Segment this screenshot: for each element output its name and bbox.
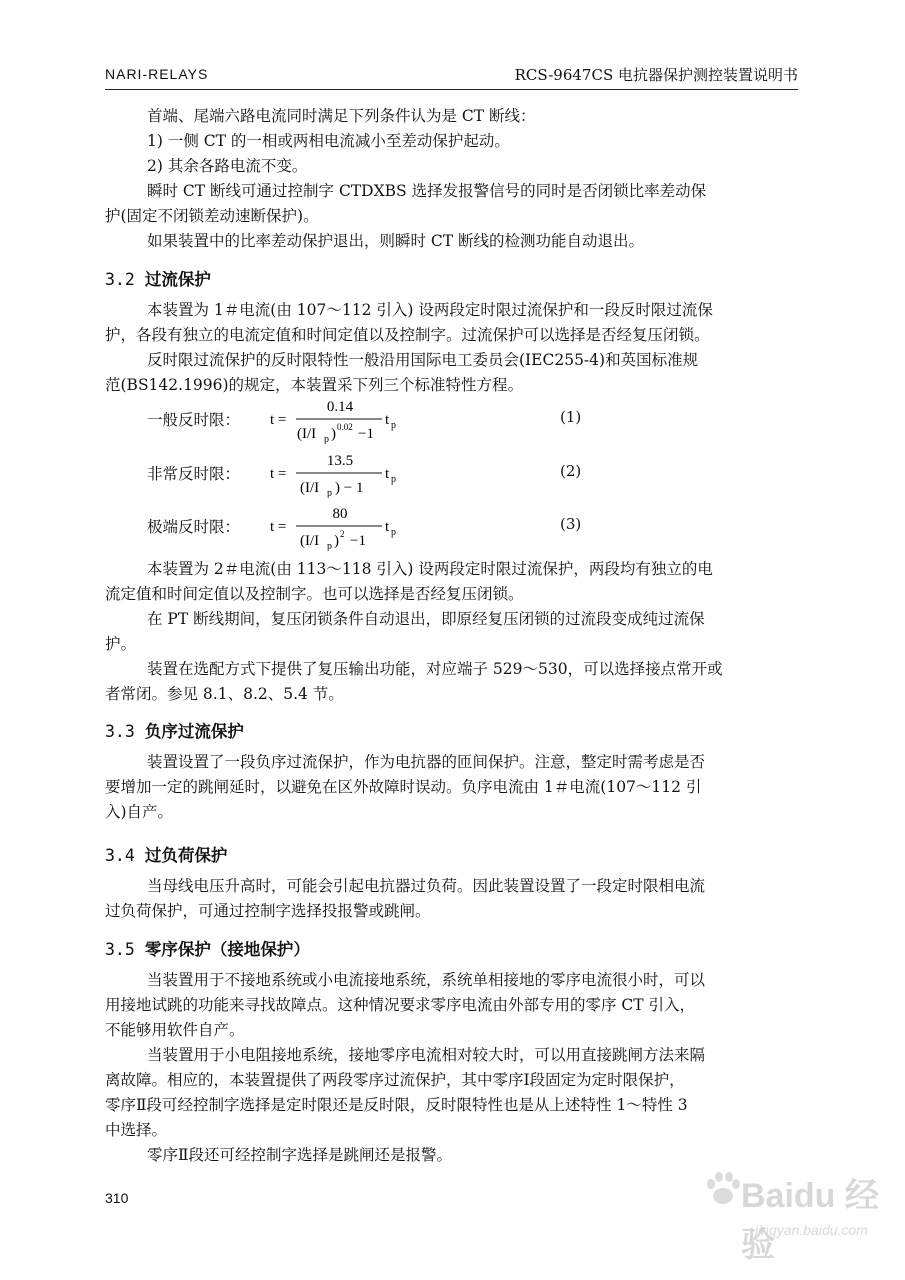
s35-para-1-line-3: 不能够用软件自产。	[105, 1021, 245, 1039]
eq1-tp-sub: p	[391, 420, 396, 431]
eq3-numerator: 80	[332, 506, 348, 522]
eq2-lhs: t =	[270, 466, 287, 482]
s35-para-2-line-1: 当装置用于小电阻接地系统，接地零序电流相对较大时，可以用直接跳闸方法来隔	[147, 1046, 706, 1064]
eq3-den-tail: −1	[350, 533, 366, 549]
section-number: 3.2	[105, 270, 135, 289]
s32-para-1-line-1: 本装置为 1＃电流(由 107～112 引入) 设两段定时限过流保护和一段反时限过流保	[147, 301, 713, 319]
s32-para-3-line-2: 流定值和时间定值以及控制字。也可以选择是否经复压闭锁。	[105, 585, 524, 603]
header-brand: NARI-RELAYS	[105, 66, 209, 82]
s34-para-1-line-2: 过负荷保护，可通过控制字选择投报警或跳闸。	[105, 902, 431, 920]
section-heading-3-3	[105, 718, 244, 742]
s32-para-2-line-2: 范(BS142.1996)的规定，本装置采下列三个标准特性方程。	[105, 376, 524, 394]
eq2-den-sub: p	[327, 488, 332, 498]
baidu-watermark	[703, 1160, 883, 1264]
s32-para-1-line-2: 护，各段有独立的电流定值和时间定值以及控制字。过流保护可以选择是否经复压闭锁。	[105, 326, 710, 344]
equation-1-number: (1)	[560, 408, 582, 426]
section-title: 过负荷保护	[144, 846, 228, 865]
s34-para-1-line-1: 当母线电压升高时，可能会引起电抗器过负荷。因此装置设置了一段定时限相电流	[147, 877, 706, 895]
eq1-den-sub: p	[324, 434, 329, 444]
eq2-numerator: 13.5	[326, 453, 354, 469]
equation-2	[270, 446, 420, 498]
equation-1-label: 一般反时限：	[147, 411, 241, 429]
equation-1	[270, 392, 420, 444]
equation-3-number: (3)	[560, 515, 582, 533]
eq3-tp-sub: p	[391, 527, 396, 538]
s35-para-3: 零序Ⅱ段还可经控制字选择是跳闸还是报警。	[147, 1146, 453, 1164]
eq2-den-base: (I/I	[300, 480, 320, 496]
eq1-den-exp: 0.02	[337, 422, 353, 432]
s32-para-5-line-1: 装置在选配方式下提供了复压输出功能，对应端子 529～530，可以选择接点常开或	[147, 660, 723, 678]
eq1-den-close: )	[331, 426, 336, 442]
watermark-brand: Baidu 经验	[741, 1177, 879, 1264]
s33-para-1-line-1: 装置设置了一段负序过流保护，作为电抗器的匝间保护。注意，整定时需考虑是否	[147, 753, 706, 771]
intro-item-1: 1) 一侧 CT 的一相或两相电流减小至差动保护起动。	[147, 132, 510, 150]
eq1-den-base: (I/I	[297, 426, 317, 442]
s35-para-1-line-2: 用接地试跳的功能来寻找故障点。这种情况要求零序电流由外部专用的零序 CT 引入，	[105, 996, 696, 1014]
eq1-tp: t	[385, 412, 390, 428]
s35-para-2-line-2: 离故障。相应的，本装置提供了两段零序过流保护，其中零序Ⅰ段固定为定时限保护，	[105, 1071, 685, 1089]
s32-para-2-line-1: 反时限过流保护的反时限特性一般沿用国际电工委员会(IEC255-4)和英国标准规	[147, 351, 699, 369]
intro-para-2: 如果装置中的比率差动保护退出，则瞬时 CT 断线的检测功能自动退出。	[147, 232, 645, 250]
section-heading-3-4	[105, 842, 227, 866]
eq1-lhs: t =	[270, 412, 287, 428]
s33-para-1-line-2: 要增加一定的跳闸延时，以避免在区外故障时误动。负序电流由 1＃电流(107～112 引	[105, 778, 702, 796]
equation-2-number: (2)	[560, 462, 582, 480]
eq3-den-sub: p	[327, 541, 332, 551]
eq3-den-close: )	[334, 533, 339, 549]
eq3-den-base: (I/I	[300, 533, 320, 549]
equation-2-label: 非常反时限：	[147, 465, 241, 483]
s35-para-2-line-4: 中选择。	[105, 1121, 168, 1139]
s35-para-2-line-3: 零序Ⅱ段可经控制字选择是定时限还是反时限，反时限特性也是从上述特性 1～特性 3	[105, 1096, 688, 1114]
page-number: 310	[105, 1190, 129, 1206]
section-heading-3-2	[105, 266, 211, 290]
section-title: 过流保护	[144, 270, 211, 289]
header-divider	[105, 89, 798, 90]
page-header	[105, 62, 798, 88]
watermark-url: jingyan.baidu.com	[755, 1222, 868, 1238]
s32-para-4-line-2: 护。	[105, 635, 137, 653]
section-number: 3.3	[105, 722, 135, 741]
header-doc-title: RCS-9647CS 电抗器保护测控装置说明书	[514, 66, 798, 84]
eq2-den-close: ) − 1	[335, 480, 364, 496]
eq3-tp: t	[385, 519, 390, 535]
equation-3	[270, 499, 420, 551]
section-title: 零序保护（接地保护）	[144, 940, 310, 959]
eq2-tp: t	[385, 466, 390, 482]
s33-para-1-line-3: 入)自产。	[105, 803, 174, 821]
s32-para-5-line-2: 者常闭。参见 8.1、8.2、5.4 节。	[105, 685, 344, 703]
equation-3-label: 极端反时限：	[147, 518, 241, 536]
section-number: 3.5	[105, 940, 135, 959]
intro-line: 首端、尾端六路电流同时满足下列条件认为是 CT 断线：	[147, 107, 536, 125]
eq3-lhs: t =	[270, 519, 287, 535]
section-title: 负序过流保护	[144, 722, 244, 741]
s35-para-1-line-1: 当装置用于不接地系统或小电流接地系统，系统单相接地的零序电流很小时，可以	[147, 971, 706, 989]
eq2-tp-sub: p	[391, 474, 396, 485]
eq1-den-tail: −1	[358, 426, 374, 442]
s32-para-4-line-1: 在 PT 断线期间，复压闭锁条件自动退出，即原经复压闭锁的过流段变成纯过流保	[147, 610, 705, 628]
intro-para-1-line-2: 护(固定不闭锁差动速断保护)。	[105, 207, 319, 225]
s32-para-3-line-1: 本装置为 2＃电流(由 113～118 引入) 设两段定时限过流保护，两段均有独立的电	[147, 560, 713, 578]
intro-item-2: 2) 其余各路电流不变。	[147, 157, 308, 175]
eq3-den-exp: 2	[340, 529, 345, 539]
eq1-numerator: 0.14	[326, 399, 354, 415]
section-number: 3.4	[105, 846, 135, 865]
section-heading-3-5	[105, 936, 310, 960]
intro-para-1-line-1: 瞬时 CT 断线可通过控制字 CTDXBS 选择发报警信号的同时是否闭锁比率差动保	[147, 182, 707, 200]
paw-icon	[703, 1170, 743, 1210]
